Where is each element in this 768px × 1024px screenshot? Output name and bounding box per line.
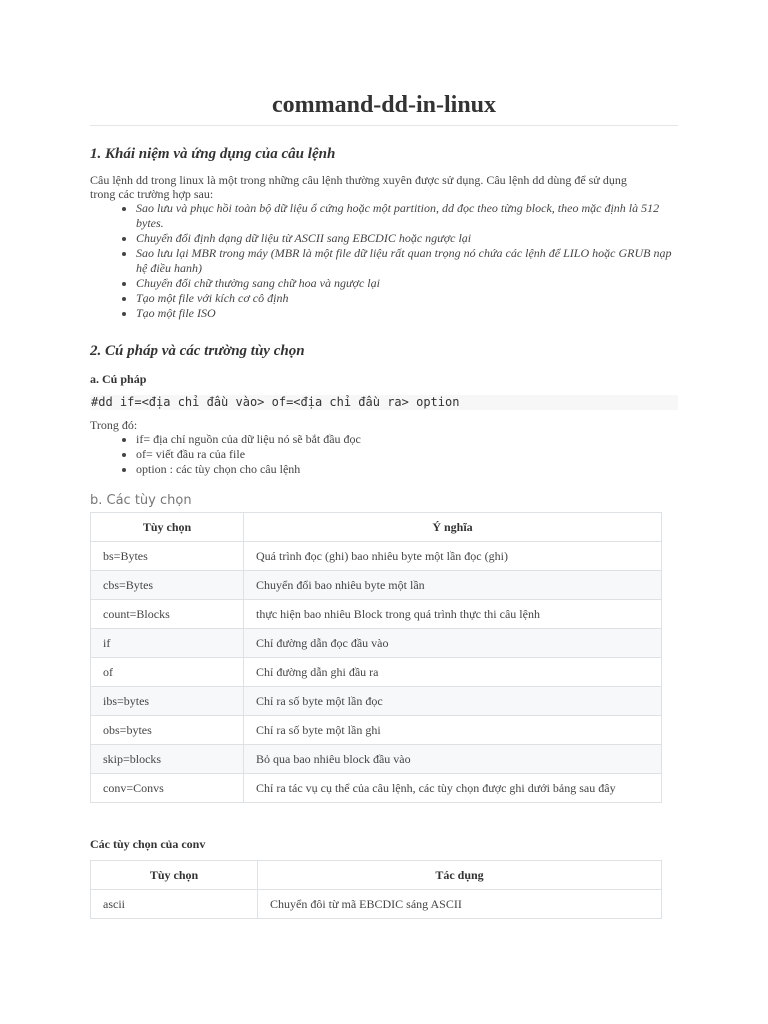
effect-cell: Chuyển đôi từ mã EBCDIC sáng ASCII — [258, 890, 662, 919]
list-item: • if= địa chỉ nguồn của dữ liệu nó sẽ bắt đầu đọc — [136, 432, 678, 447]
meaning-cell: Bỏ qua bao nhiêu block đầu vào — [244, 745, 662, 774]
table-row — [91, 571, 662, 600]
list-item: • Chuyển đổi định dạng dữ liệu từ ASCII sang EBCDIC hoặc ngược lại — [136, 231, 678, 246]
table-row — [91, 658, 662, 687]
option-cell: ibs=bytes — [91, 687, 244, 716]
table-header-row — [91, 513, 662, 542]
option-cell: cbs=Bytes — [91, 571, 244, 600]
meaning-cell: Chuyển đổi bao nhiêu byte một lần — [244, 571, 662, 600]
table-header-row — [91, 861, 662, 890]
table-row — [91, 745, 662, 774]
conv-options-heading: Các tùy chọn của conv — [90, 837, 206, 851]
table-row — [91, 774, 662, 803]
list-item: • Tạo một file với kích cơ cô định — [136, 291, 678, 306]
meaning-cell: Chỉ đường dẫn ghi đầu ra — [244, 658, 662, 687]
option-cell: count=Blocks — [91, 600, 244, 629]
meaning-cell: Chỉ ra tác vụ cụ thể của câu lệnh, các tùy chọn được ghi dưới bảng sau đây — [244, 774, 662, 803]
options-heading: b. Các tùy chọn — [90, 493, 192, 508]
meaning-cell: Chỉ ra số byte một lần đọc — [244, 687, 662, 716]
meaning-cell: Chỉ ra số byte một lần ghi — [244, 716, 662, 745]
option-cell: of — [91, 658, 244, 687]
option-cell: obs=bytes — [91, 716, 244, 745]
column-header-meaning: Ý nghĩa — [244, 513, 662, 542]
meaning-cell: thực hiện bao nhiêu Block trong quá trình thực thi câu lệnh — [244, 600, 662, 629]
intro-line-1: Câu lệnh dd trong linux là một trong những câu lệnh thường xuyên được sử dụng. Câu lệnh dd dùng để sử dụng — [90, 173, 627, 187]
option-cell: skip=blocks — [91, 745, 244, 774]
section-1-heading: 1. Khái niệm và ứng dụng của câu lệnh — [90, 146, 336, 162]
meaning-cell: Quá trình đọc (ghi) bao nhiêu byte một lần đọc (ghi) — [244, 542, 662, 571]
table-row — [91, 890, 662, 919]
options-table — [90, 512, 662, 803]
list-item: • option : các tùy chọn cho câu lệnh — [136, 462, 678, 477]
column-header-option: Tùy chọn — [91, 861, 258, 890]
list-item: • Tạo một file ISO — [136, 306, 678, 321]
section-1-intro — [90, 173, 678, 201]
column-header-effect: Tác dụng — [258, 861, 662, 890]
page-title: command-dd-in-linux — [90, 92, 678, 126]
table-row — [91, 687, 662, 716]
uses-list — [90, 201, 678, 321]
option-cell: bs=Bytes — [91, 542, 244, 571]
table-row — [91, 542, 662, 571]
document-content — [90, 92, 678, 919]
list-item: • Sao lưu và phục hồi toàn bộ dữ liệu ổ cứng hoặc một partition, dd đọc theo từng block, theo mặc định là 512 bytes. — [136, 201, 678, 231]
section-2-heading: 2. Cú pháp và các trường tùy chọn — [90, 343, 305, 359]
column-header-option: Tùy chọn — [91, 513, 244, 542]
table-row — [91, 629, 662, 658]
list-item: • of= viết đầu ra của file — [136, 447, 678, 462]
conv-options-table — [90, 860, 662, 919]
list-item: • Sao lưu lại MBR trong máy (MBR là một file dữ liệu rất quan trọng nó chứa các lệnh để LILO hoặc GRUB nạp hệ điều hanh) — [136, 246, 678, 276]
where-list — [90, 432, 678, 477]
where-label: Trong đó: — [90, 418, 138, 432]
option-cell: if — [91, 629, 244, 658]
syntax-code-block: #dd if=<địa chỉ đầu vào> of=<địa chỉ đầu ra> option — [90, 395, 678, 410]
option-cell: ascii — [91, 890, 258, 919]
option-cell: conv=Convs — [91, 774, 244, 803]
meaning-cell: Chỉ đường dẫn đọc đầu vào — [244, 629, 662, 658]
syntax-heading: a. Cú pháp — [90, 372, 147, 386]
table-row — [91, 600, 662, 629]
table-row — [91, 716, 662, 745]
intro-line-2: trong các trường hợp sau: — [90, 187, 214, 201]
list-item: • Chuyển đổi chữ thường sang chữ hoa và ngược lại — [136, 276, 678, 291]
